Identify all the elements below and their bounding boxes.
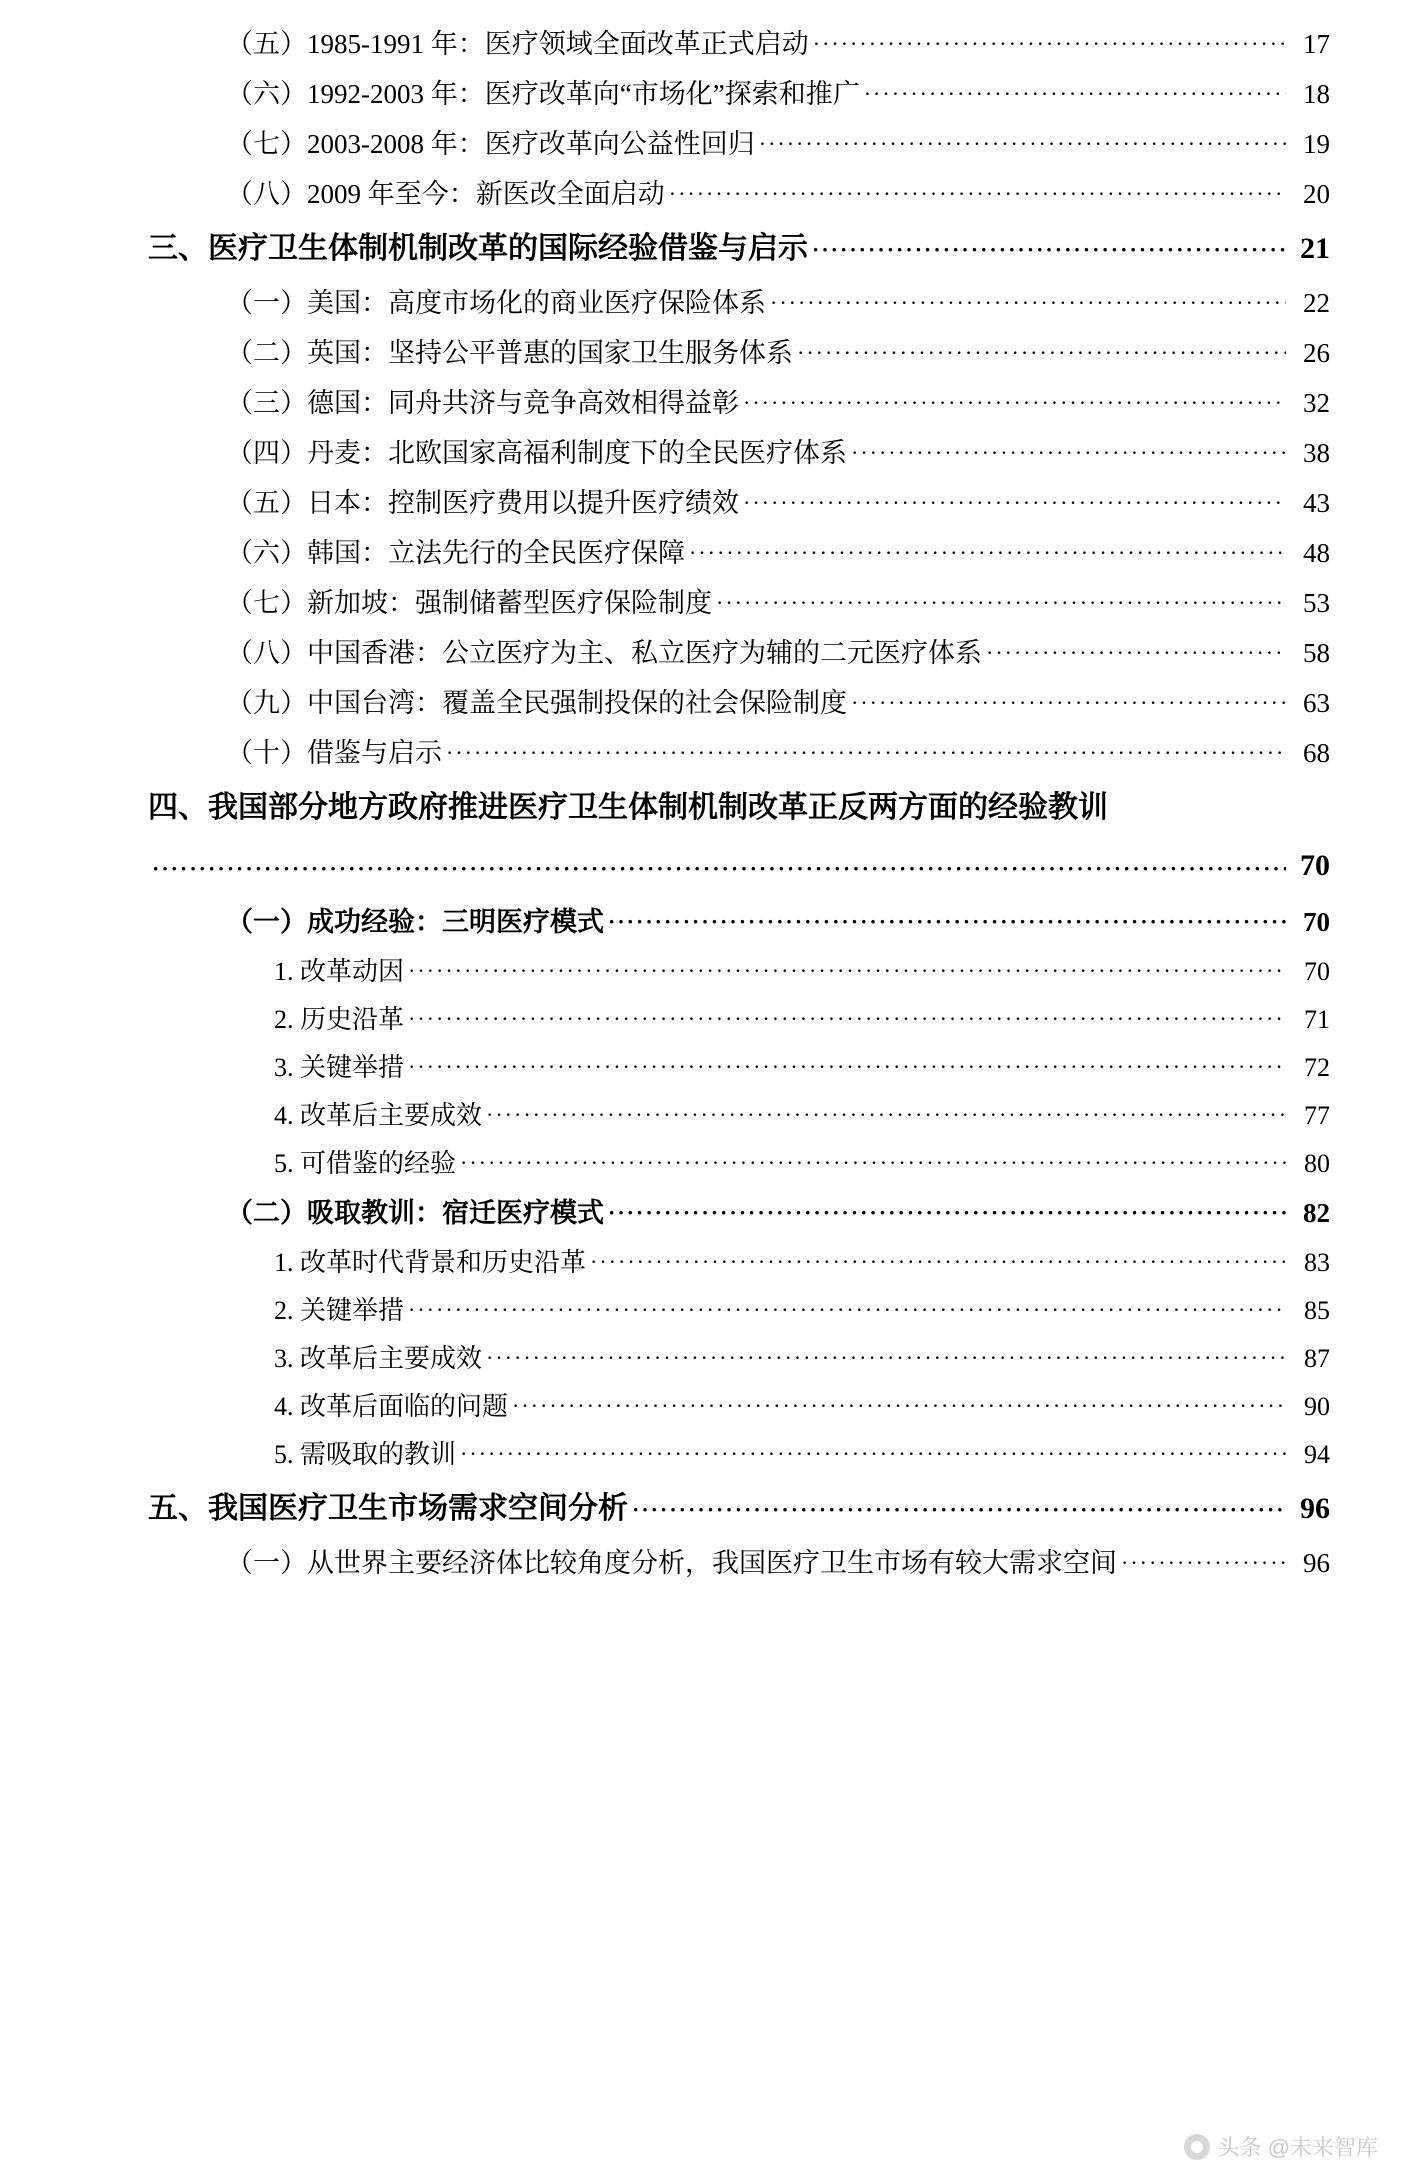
toc-entry-title: 2. 关键举措 <box>274 1296 405 1325</box>
toc-page-number: 94 <box>1304 1440 1330 1469</box>
toc-entry-title: （五）1985-1991 年：医疗领域全面改革正式启动 <box>226 29 809 59</box>
toc-entry[interactable] <box>78 81 1330 108</box>
toc-entry[interactable] <box>78 640 1330 667</box>
toc-page-number: 82 <box>1303 1198 1330 1228</box>
toc-leader-dots <box>486 1104 1286 1126</box>
toc-leader-dots <box>408 1008 1286 1030</box>
toc-page-number: 53 <box>1303 588 1330 618</box>
toc-entry-title: 1. 改革动因 <box>274 957 405 986</box>
toc-leader-dots <box>446 742 1286 764</box>
toc-leader-dots <box>797 342 1286 364</box>
toc-page-number: 17 <box>1303 29 1330 59</box>
toc-entry-title: （四）丹麦：北欧国家高福利制度下的全民医疗体系 <box>226 438 847 468</box>
toc-page-number: 85 <box>1304 1296 1330 1325</box>
toc-entry[interactable] <box>78 440 1330 467</box>
toc-entry-title: 5. 可借鉴的经验 <box>274 1149 457 1178</box>
toc-entry-title: 5. 需吸取的教训 <box>274 1440 457 1469</box>
toc-entry-title: 2. 历史沿革 <box>274 1005 405 1034</box>
toc-leader-dots <box>408 960 1286 982</box>
toc-entry[interactable] <box>78 31 1330 58</box>
watermark <box>1184 2131 1378 2162</box>
toc-page-number: 26 <box>1303 338 1330 368</box>
toc-leader-dots <box>590 1251 1286 1273</box>
toc-entry-title: 4. 改革后面临的问题 <box>274 1392 509 1421</box>
toc-entry-continuation[interactable] <box>78 849 1330 883</box>
toc-page-number: 70 <box>1304 957 1330 986</box>
toc-entry-title: （二）吸取教训：宿迁医疗模式 <box>226 1198 604 1228</box>
toc-leader-dots <box>851 442 1286 464</box>
toc-entry[interactable] <box>78 131 1330 158</box>
toc-entry-title: （三）德国：同舟共济与竞争高效相得益彰 <box>226 388 739 418</box>
toc-leader-dots <box>608 1202 1286 1224</box>
toc-entry[interactable] <box>78 1550 1330 1577</box>
toc-page-number: 63 <box>1303 688 1330 718</box>
toc-entry-title: （五）日本：控制医疗费用以提升医疗绩效 <box>226 488 739 518</box>
toc-entry[interactable] <box>78 1394 1330 1420</box>
toc-leader-dots <box>1121 1552 1286 1574</box>
toc-page-number: 87 <box>1304 1344 1330 1373</box>
toc-entry-title: （九）中国台湾：覆盖全民强制投保的社会保险制度 <box>226 688 847 718</box>
toc-entry[interactable] <box>78 1298 1330 1324</box>
toc-entry-title: （一）美国：高度市场化的商业医疗保险体系 <box>226 288 766 318</box>
toc-leader-dots <box>408 1299 1286 1321</box>
toc-entry[interactable] <box>78 390 1330 417</box>
toc-page-number: 68 <box>1303 738 1330 768</box>
toc-entry[interactable] <box>78 1346 1330 1372</box>
toc-entry-title: （七）2003-2008 年：医疗改革向公益性回归 <box>226 129 755 159</box>
toc-entry-title: 4. 改革后主要成效 <box>274 1101 483 1130</box>
toc-leader-dots <box>408 1056 1286 1078</box>
toc-page-number: 72 <box>1304 1053 1330 1082</box>
toc-page-number: 21 <box>1300 232 1330 265</box>
toc-leader-dots <box>152 858 1286 880</box>
toc-entry[interactable] <box>78 1250 1330 1276</box>
toc-leader-dots <box>743 392 1286 414</box>
toc-entry-title: 五、我国医疗卫生市场需求空间分析 <box>148 1492 628 1525</box>
toc-page-number: 20 <box>1303 179 1330 209</box>
toc-entry-title: （八）2009 年至今：新医改全面启动 <box>226 179 665 209</box>
toc-entry[interactable] <box>78 793 1330 823</box>
toc-leader-dots <box>864 83 1286 105</box>
toc-leader-dots <box>689 542 1286 564</box>
toc-entry-title: （六）韩国：立法先行的全民医疗保障 <box>226 538 685 568</box>
toc-leader-dots <box>743 492 1286 514</box>
toc-page-number: 80 <box>1304 1149 1330 1178</box>
toc-page-number: 19 <box>1303 129 1330 159</box>
toc-page-number: 90 <box>1304 1392 1330 1421</box>
toc-entry-title: （二）英国：坚持公平普惠的国家卫生服务体系 <box>226 338 793 368</box>
toc-leader-dots <box>812 239 1286 261</box>
toc-page-number: 38 <box>1303 438 1330 468</box>
toc-entry[interactable] <box>78 690 1330 717</box>
toc-entry-title: 1. 改革时代背景和历史沿革 <box>274 1248 587 1277</box>
toc-entry[interactable] <box>78 959 1330 985</box>
toc-leader-dots <box>770 292 1286 314</box>
toc-page-number: 32 <box>1303 388 1330 418</box>
toc-entry[interactable] <box>78 590 1330 617</box>
toc-entry[interactable] <box>78 1055 1330 1081</box>
toc-entry-title: （七）新加坡：强制储蓄型医疗保险制度 <box>226 588 712 618</box>
toc-leader-dots <box>986 642 1286 664</box>
toc-entry-title: （一）成功经验：三明医疗模式 <box>226 907 604 937</box>
toc-entry[interactable] <box>78 1442 1330 1468</box>
toc-entry[interactable] <box>78 1151 1330 1177</box>
toc-entry-title: （一）从世界主要经济体比较角度分析，我国医疗卫生市场有较大需求空间 <box>226 1548 1117 1578</box>
toc-entry[interactable] <box>78 1494 1330 1524</box>
toc-leader-dots <box>632 1499 1286 1521</box>
toc-page-number: 18 <box>1303 79 1330 109</box>
toc-entry[interactable] <box>78 909 1330 936</box>
toc-entry[interactable] <box>78 234 1330 264</box>
toc-leader-dots <box>716 592 1286 614</box>
toc-entry[interactable] <box>78 490 1330 517</box>
toc-page-number: 96 <box>1303 1548 1330 1578</box>
toc-entry[interactable] <box>78 540 1330 567</box>
toc-entry[interactable] <box>78 340 1330 367</box>
toc-entry-title: 3. 关键举措 <box>274 1053 405 1082</box>
circle-logo-icon <box>1184 2134 1210 2160</box>
toc-leader-dots <box>669 183 1286 205</box>
toc-leader-dots <box>851 692 1286 714</box>
toc-page-number: 48 <box>1303 538 1330 568</box>
toc-page-number: 77 <box>1304 1101 1330 1130</box>
toc-entry[interactable] <box>78 1007 1330 1033</box>
toc-leader-dots <box>460 1443 1286 1465</box>
watermark-text: 头条 @未来智库 <box>1217 2135 1378 2160</box>
toc-entry[interactable] <box>78 1103 1330 1129</box>
toc-entry[interactable] <box>78 290 1330 317</box>
toc-entry-title: （十）借鉴与启示 <box>226 738 442 768</box>
toc-page-number: 71 <box>1304 1005 1330 1034</box>
toc-entry[interactable] <box>78 740 1330 767</box>
toc-entry-title: 三、医疗卫生体制机制改革的国际经验借鉴与启示 <box>148 232 808 265</box>
toc-page-number: 70 <box>1300 849 1330 882</box>
toc-leader-dots <box>813 33 1286 55</box>
toc-leader-dots <box>460 1152 1286 1174</box>
toc-entry-title: （八）中国香港：公立医疗为主、私立医疗为辅的二元医疗体系 <box>226 638 982 668</box>
toc-page-number: 96 <box>1300 1492 1330 1525</box>
toc-entry[interactable] <box>78 181 1330 208</box>
toc-entry-title: 四、我国部分地方政府推进医疗卫生体制机制改革正反两方面的经验教训 <box>148 791 1108 824</box>
toc-page-number: 58 <box>1303 638 1330 668</box>
toc-page-number: 43 <box>1303 488 1330 518</box>
toc-leader-dots <box>486 1347 1286 1369</box>
toc-page-number: 83 <box>1304 1248 1330 1277</box>
toc-entry-title: （六）1992-2003 年：医疗改革向“市场化”探索和推广 <box>226 79 860 109</box>
toc-page-number: 70 <box>1303 907 1330 937</box>
toc-entry-title: 3. 改革后主要成效 <box>274 1344 483 1373</box>
toc-leader-dots <box>512 1395 1286 1417</box>
toc-leader-dots <box>759 133 1286 155</box>
toc-entry[interactable] <box>78 1200 1330 1227</box>
toc-leader-dots <box>608 911 1286 933</box>
toc-page-number: 22 <box>1303 288 1330 318</box>
